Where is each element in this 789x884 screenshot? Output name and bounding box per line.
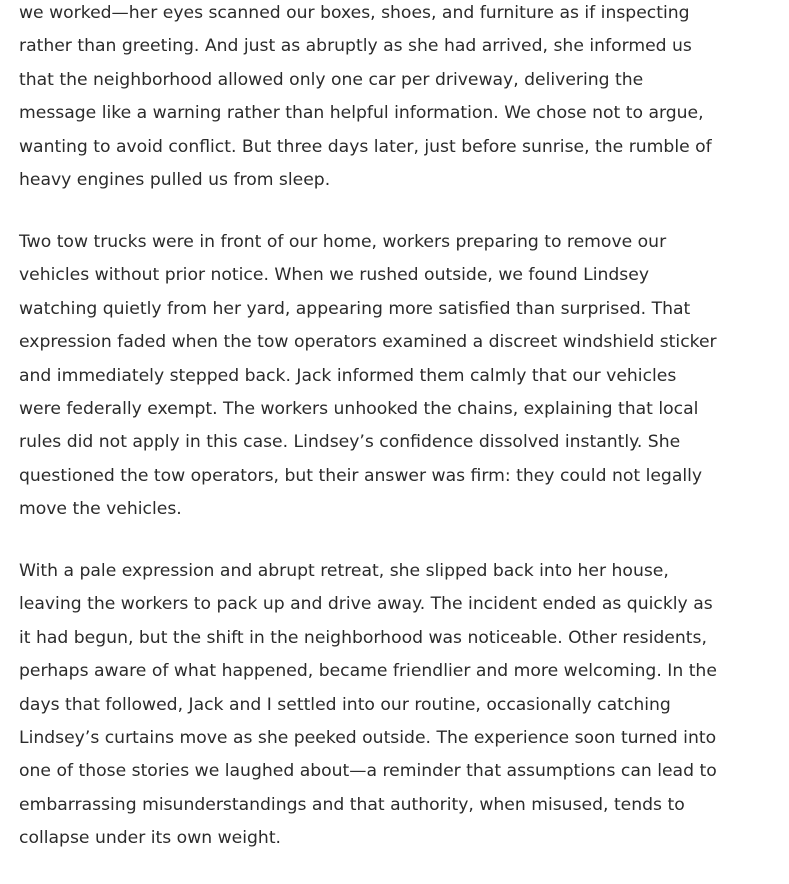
- paragraph-2: [19, 226, 779, 527]
- text-line: that the neighborhood allowed only one car per driveway, delivering the: [19, 69, 644, 90]
- text-line: move the vehicles.: [19, 499, 182, 520]
- text-line: we worked—her eyes scanned our boxes, shoes, and furniture as if inspecting: [19, 3, 690, 23]
- text-line: heavy engines pulled us from sleep.: [19, 169, 331, 190]
- article-body: [19, 0, 779, 884]
- text-line: were federally exempt. The workers unhooked the chains, explaining that local: [19, 398, 699, 419]
- paragraph-3: [19, 555, 779, 856]
- text-line: collapse under its own weight.: [19, 828, 282, 849]
- text-line: watching quietly from her yard, appearing more satisfied than surprised. That: [19, 298, 691, 319]
- text-line: perhaps aware of what happened, became friendlier and more welcoming. In the: [19, 661, 717, 682]
- text-line: rules did not apply in this case. Lindsey’s confidence dissolved instantly. She: [19, 432, 681, 453]
- text-line: expression faded when the tow operators examined a discreet windshield sticker: [19, 332, 717, 353]
- text-line: questioned the tow operators, but their answer was firm: they could not legally: [19, 465, 703, 486]
- text-line: Two tow trucks were in front of our home, workers preparing to remove our: [19, 231, 667, 252]
- text-line: message like a warning rather than helpful information. We chose not to argue,: [19, 103, 704, 124]
- paragraph-1: [19, 0, 779, 197]
- text-line: vehicles without prior notice. When we rushed outside, we found Lindsey: [19, 265, 650, 286]
- text-line: With a pale expression and abrupt retreat, she slipped back into her house,: [19, 561, 669, 582]
- text-line: days that followed, Jack and I settled into our routine, occasionally catching: [19, 694, 671, 715]
- text-line: rather than greeting. And just as abruptly as she had arrived, she informed us: [19, 36, 692, 57]
- text-line: it had begun, but the shift in the neighborhood was noticeable. Other residents,: [19, 627, 707, 648]
- text-line: leaving the workers to pack up and drive away. The incident ended as quickly as: [19, 594, 713, 615]
- text-line: embarrassing misunderstandings and that authority, when misused, tends to: [19, 794, 685, 815]
- text-line: wanting to avoid conflict. But three days later, just before sunrise, the rumble of: [19, 136, 712, 157]
- text-line: Lindsey’s curtains move as she peeked outside. The experience soon turned into: [19, 728, 717, 748]
- text-line: and immediately stepped back. Jack informed them calmly that our vehicles: [19, 365, 677, 386]
- text-line: one of those stories we laughed about—a reminder that assumptions can lead to: [19, 761, 717, 782]
